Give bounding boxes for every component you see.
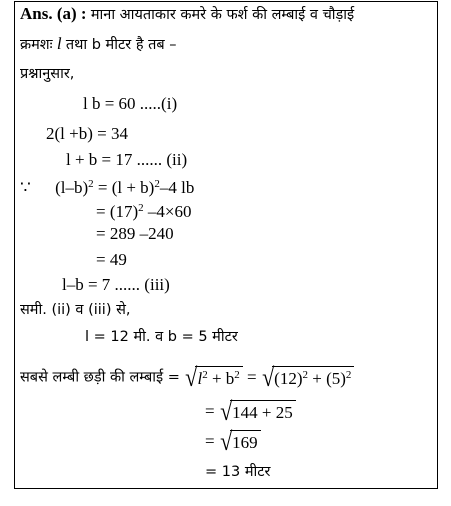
answer-intro-line [20,4,354,25]
radical-2 [261,362,355,392]
substitution-exp: 2 [138,202,144,214]
radicand-1-exp2: 2 [234,369,240,381]
equals-sign: = [247,367,257,387]
prashnanusar-text: प्रश्नानुसार, [20,66,75,82]
radicand-4: 169 [230,430,261,453]
radicand-2-exp: 2 [302,369,308,381]
radical-sign-icon: √ [219,426,233,456]
variables-line [20,34,177,55]
var-l: l [56,34,62,53]
radicand-1-plus: + b [207,369,235,388]
diagonal-line-2 [205,396,296,426]
radicand-3: 144 + 25 [230,400,296,423]
radicand-2-b: + (5) [308,369,346,388]
identity-line [20,178,194,198]
answer-label: Ans. (a) : [20,4,87,23]
substitution-a: = (17) [96,202,139,221]
radical-sign-icon: √ [219,396,233,426]
final-answer: = 13 मीटर [205,464,271,480]
variables-rest: तथा b मीटर है तब – [65,37,177,53]
radicand-1-l: l [197,369,203,388]
identity-mid-exp: 2 [154,178,160,190]
radical-1 [184,362,243,392]
equation-2: 2(l +b) = 34 [46,124,128,143]
identity-mid: = (l + b) [93,178,155,197]
equation-3-derived: l–b = 7 ...... (iii) [62,275,170,294]
solution-line [85,326,238,347]
kramashah-text: क्रमशः [20,37,53,53]
diagonal-label: सबसे लम्बी छड़ी की लम्बाई = [20,369,180,386]
identity-lhs: (l–b) [55,178,89,197]
radicand-2-exp2: 2 [345,369,352,381]
radicand-1 [195,366,242,389]
radical-4 [219,426,261,456]
equals-sign: = [205,401,215,421]
identity-rhs: –4 lb [159,178,195,197]
radical-3 [219,396,296,426]
radicand-2 [272,366,354,389]
solving-line: समी. (ii) व (iii) से, [20,302,131,318]
radical-sign-icon: √ [185,362,198,392]
radical-sign-icon: √ [261,362,275,392]
radicand-2-a: (12) [274,369,303,388]
final-answer-line [205,461,270,482]
identity-lhs-exp: 2 [88,178,94,190]
substitution-b: –4×60 [143,202,192,221]
diagonal-line-3 [205,426,261,456]
radicand-1-exp: 2 [202,369,208,381]
substitution-line [96,202,192,222]
equation-3: l + b = 17 ...... (ii) [66,150,188,169]
intro-text: माना आयताकार कमरे के फर्श की लम्बाई व चौड़ाई [90,7,355,23]
equation-1: l b = 60 .....(i) [83,94,178,113]
diagonal-line-1 [20,362,354,392]
solution-text: l = 12 मी. व b = 5 मीटर [85,329,238,345]
result-49-line: = 49 [96,250,127,269]
equals-sign: = [205,431,215,451]
because-symbol: ∵ [20,178,31,197]
difference-line: = 289 –240 [96,224,174,243]
